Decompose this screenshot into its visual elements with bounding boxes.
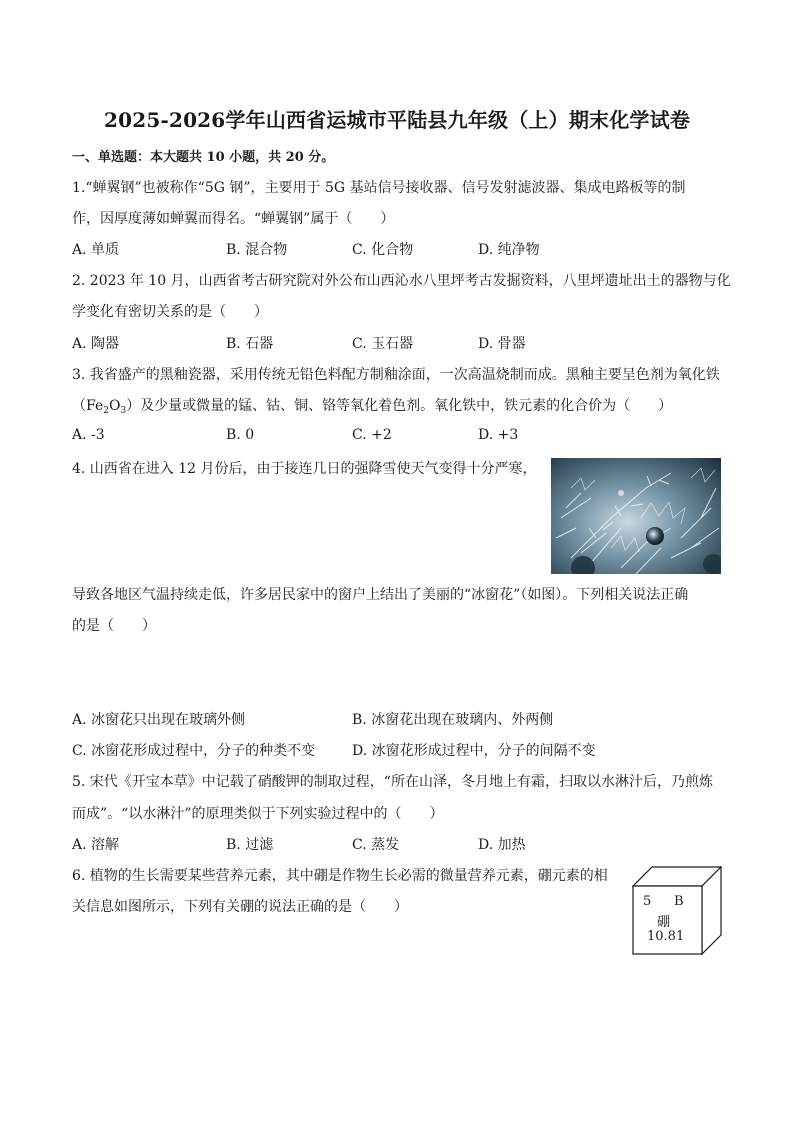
q4-line2: 导致各地区气温持续走低，许多居民家中的窗户上结出了美丽的“冰窗花”（如图）。下列相关说法正确: [72, 587, 689, 603]
ice-window-flower-image: [551, 458, 721, 574]
q3-text-mid: O: [108, 398, 121, 414]
exam-title: 2025-2026学年山西省运城市平陆县九年级（上）期末化学试卷: [103, 108, 691, 132]
q1-option-c[interactable]: C. 化合物: [352, 242, 414, 258]
q3-text-pre: （Fe: [72, 398, 104, 414]
q3-option-a[interactable]: A. -3: [72, 427, 105, 443]
q2-option-b[interactable]: B. 石器: [226, 336, 274, 352]
element-atomic-number: 5: [643, 894, 652, 909]
q5-option-b[interactable]: B. 过滤: [226, 837, 274, 853]
q2-option-a[interactable]: A. 陶器: [72, 336, 120, 352]
q4-option-d[interactable]: D. 冰窗花形成过程中，分子的间隔不变: [352, 743, 596, 759]
q3-line1: 3. 我省盛产的黑釉瓷器，采用传统无铅色料配方制釉涂面，一次高温烧制而成。黑釉主要呈色剂为氧化铁: [72, 367, 720, 383]
q2-option-d[interactable]: D. 骨器: [478, 336, 526, 352]
q5-option-d[interactable]: D. 加热: [478, 837, 526, 853]
q6-line2: 关信息如图所示，下列有关硼的说法正确的是（ ）: [72, 899, 408, 915]
q3-line2: [72, 395, 672, 416]
q3-option-d[interactable]: D. +3: [478, 427, 519, 443]
q5-option-c[interactable]: C. 蒸发: [352, 837, 400, 853]
q2-line2: 学变化有密切关系的是（ ）: [72, 304, 268, 320]
q1-line2: 作，因厚度薄如蝉翼而得名。“蝉翼钢”属于（ ）: [72, 211, 395, 227]
section-heading: 一、单选题：本大题共 10 小题，共 20 分。: [72, 150, 335, 165]
element-symbol: B: [674, 894, 684, 909]
q3-option-c[interactable]: C. +2: [352, 427, 392, 443]
q2-option-c[interactable]: C. 玉石器: [352, 336, 414, 352]
q4-option-b[interactable]: B. 冰窗花出现在玻璃内、外两侧: [352, 712, 554, 728]
ice-crystal-illustration: [551, 458, 721, 574]
q4-option-a[interactable]: A. 冰窗花只出现在玻璃外侧: [72, 712, 246, 728]
q3-sub-2: 2: [103, 406, 109, 416]
q5-line2: 而成”。“以水淋汁”的原理类似于下列实验过程中的（ ）: [72, 806, 444, 822]
element-name: 硼: [657, 915, 671, 930]
q2-line1: 2. 2023 年 10 月，山西省考古研究院对外公布山西沁水八里坪考古发掘资料，八里坪遗址出土的器物与化: [72, 273, 731, 289]
q4-option-c[interactable]: C. 冰窗花形成过程中，分子的种类不变: [72, 743, 316, 759]
q3-text-post: ）及少量或微量的锰、钴、铜、铬等氧化着色剂。氧化铁中，铁元素的化合价为（ ）: [126, 398, 673, 414]
q4-line1: 4. 山西省在进入 12 月份后，由于接连几日的强降雪使天气变得十分严寒，: [72, 461, 537, 477]
q1-line1: 1.“蝉翼钢”也被称作“5G 钢”，主要用于 5G 基站信号接收器、信号发射滤波器、集成电路板等的制: [72, 180, 686, 196]
q3-option-b[interactable]: B. 0: [226, 427, 255, 443]
q5-line1: 5. 宋代《开宝本草》中记载了硝酸钾的制取过程，“所在山泽，冬月地上有霜，扫取以水淋汁后，乃煎炼: [72, 774, 713, 790]
q1-option-d[interactable]: D. 纯净物: [478, 242, 540, 258]
q4-line3: 的是（ ）: [72, 618, 156, 634]
q1-option-a[interactable]: A. 单质: [72, 242, 120, 258]
q1-option-b[interactable]: B. 混合物: [226, 242, 288, 258]
q3-sub-3: 3: [120, 406, 127, 416]
q5-option-a[interactable]: A. 溶解: [72, 837, 120, 853]
element-atomic-mass: 10.81: [647, 929, 685, 944]
q6-line1: 6. 植物的生长需要某些营养元素，其中硼是作物生长必需的微量营养元素，硼元素的相: [72, 868, 608, 884]
